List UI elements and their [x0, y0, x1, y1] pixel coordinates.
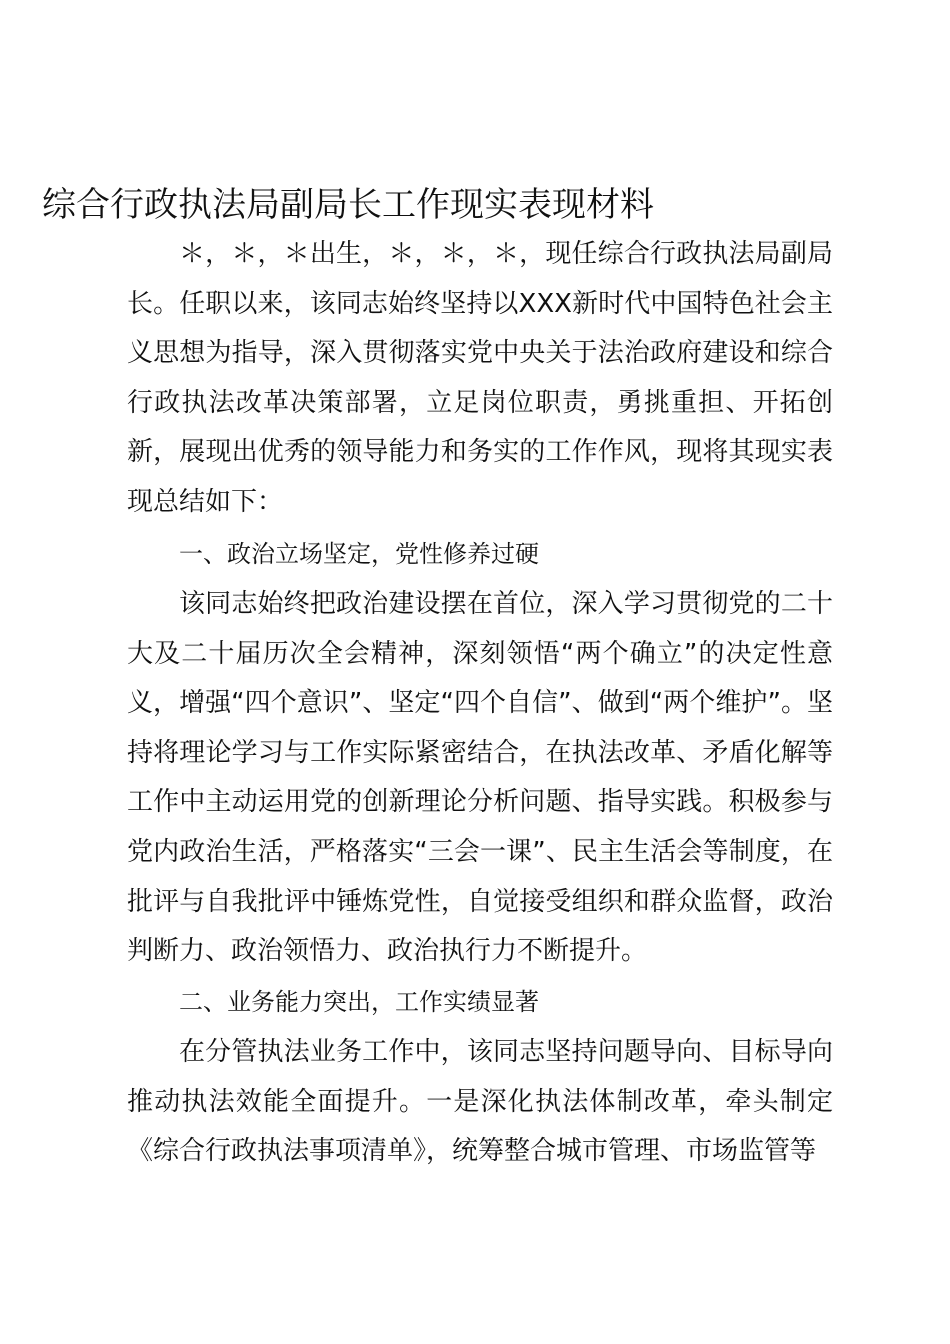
section-heading-two: 二、业务能力突出，工作实绩显著	[179, 988, 539, 1016]
section-body-two: 在分管执法业务工作中，该同志坚持问题导向、目标导向推动执法效能全面提升。一是深化执法体制改革，牵头制定《综合行政执法事项清单》，统筹整合城市管理、市场监管等	[127, 1037, 833, 1167]
section-body-one: 该同志始终把政治建设摆在首位，深入学习贯彻党的二十大及二十届历次全会精神，深刻领悟“两个确立”的决定性意义，增强“四个意识”、坚定“四个自信”、做到“两个维护”。坚持将理论学习与工作实际紧密结合，在执法改革、矛盾化解等工作中主动运用党的创新理论分析问题、指导实践。积极参与党内政治生活，严格落实“三会一课”、民主生活会等制度，在批评与自我批评中锤炼党性，自觉接受组织和群众监督，政治判断力、政治领悟力、政治执行力不断提升。	[127, 589, 833, 967]
section-heading-one: 一、政治立场坚定，党性修养过硬	[179, 540, 539, 568]
document-title: 综合行政执法局副局长工作现实表现材料	[42, 185, 654, 225]
intro-paragraph: ＊，＊，＊出生，＊，＊，＊，现任综合行政执法局副局长。任职以来，该同志始终坚持以XXX新时代中国特色社会主义思想为指导，深入贯彻落实党中央关于法治政府建设和综合行政执法改革决策部署，立足岗位职责，勇挑重担、开拓创新，展现出优秀的领导能力和务实的工作作风，现将其现实表现总结如下：	[127, 239, 833, 517]
